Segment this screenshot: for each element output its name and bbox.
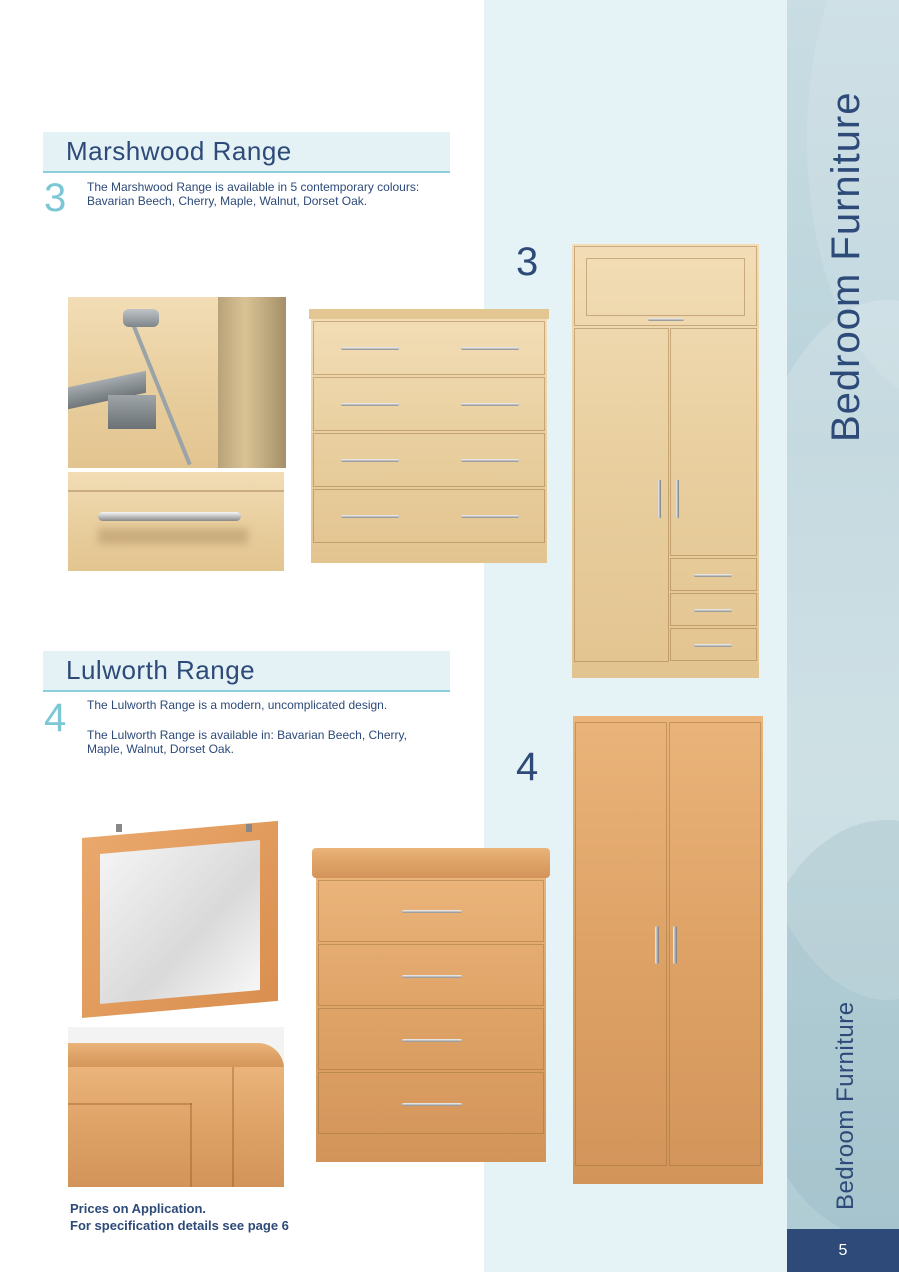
page-number: 5: [838, 1242, 848, 1259]
footer-prices-line: Prices on Application.: [70, 1201, 207, 1216]
footer-spec-line: For specification details see page 6: [70, 1218, 289, 1233]
lulworth-wardrobe-photo: [573, 716, 763, 1184]
side-footer-title: Bedroom Furniture: [832, 1001, 859, 1210]
section-number: 4: [44, 696, 67, 740]
hinge-photo: [68, 297, 286, 468]
mirror-photo: [82, 824, 282, 1012]
figure-label: 4: [516, 745, 539, 789]
footer-note: [70, 1200, 289, 1234]
section-title: Marshwood Range: [66, 136, 292, 166]
lulworth-chest-photo: [312, 848, 550, 1162]
side-title: Bedroom Furniture: [824, 91, 868, 442]
section-title: Lulworth Range: [66, 655, 256, 685]
marshwood-wardrobe-photo: [572, 244, 759, 678]
marshwood-chest-photo: [307, 309, 549, 565]
handle-photo: [68, 472, 284, 571]
corner-detail-photo: [68, 1027, 284, 1187]
section-description: The Marshwood Range is available in 5 contemporary colours: Bavarian Beech, Cherry, Maple, Walnut, Dorset Oak.: [87, 180, 420, 208]
section-number: 3: [44, 176, 67, 220]
section-description: The Lulworth Range is available in: Bavarian Beech, Cherry, Maple, Walnut, Dorset Oak.: [87, 728, 407, 756]
section-description: The Lulworth Range is a modern, uncomplicated design.: [87, 698, 388, 712]
figure-label: 3: [516, 240, 539, 284]
